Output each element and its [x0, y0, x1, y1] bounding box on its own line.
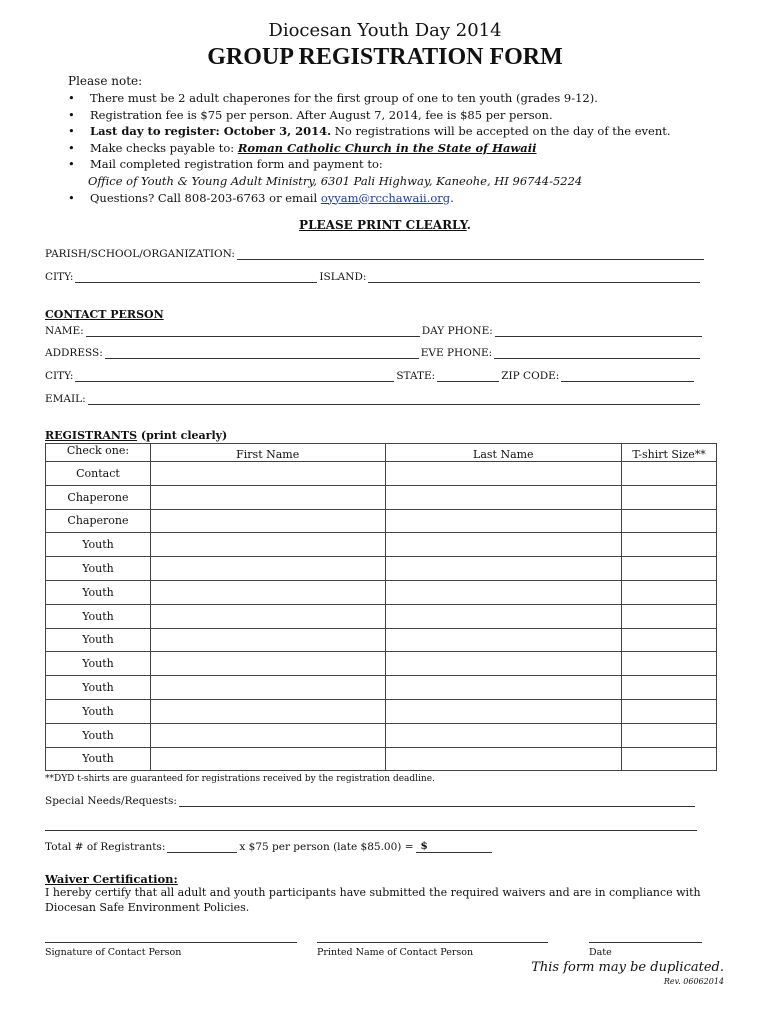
first-name-cell[interactable]	[150, 723, 385, 747]
row-role: Youth	[46, 699, 151, 723]
row-role: Youth	[46, 557, 151, 581]
org-city-label: CITY:	[45, 271, 74, 283]
special-needs-field-2[interactable]	[45, 820, 697, 831]
date-line[interactable]	[589, 942, 702, 958]
first-name-cell[interactable]	[150, 533, 385, 557]
special-needs-field[interactable]	[179, 796, 695, 807]
contact-email-label: EMAIL:	[45, 393, 86, 405]
last-name-cell[interactable]	[385, 509, 622, 533]
total-row	[45, 841, 494, 853]
signature-label: Signature of Contact Person	[45, 947, 182, 958]
registrants-header-row	[46, 444, 717, 462]
row-role: Youth	[46, 652, 151, 676]
note-deadline	[68, 123, 671, 140]
waiver-text: I hereby certify that all adult and youth participants have submitted the required waivers and are in compliance with Diocesan Safe Environment Policies.	[45, 886, 701, 914]
state-field[interactable]	[437, 371, 499, 382]
registrants-heading-note: (print clearly)	[137, 429, 228, 442]
org-city-field[interactable]	[75, 272, 317, 283]
first-name-cell[interactable]	[150, 676, 385, 700]
contact-city-label: CITY:	[45, 370, 74, 382]
total-amount-field[interactable]	[416, 842, 492, 853]
note-mail-address	[68, 173, 671, 190]
last-name-cell[interactable]	[385, 462, 622, 486]
tshirt-size-cell[interactable]	[622, 580, 717, 604]
contact-address-row	[45, 347, 702, 359]
tshirt-size-cell[interactable]	[622, 699, 717, 723]
note-fee-text: Registration fee is $75 per person. After August 7, 2014, fee is $85 per person.	[90, 107, 553, 122]
signature-line[interactable]	[45, 942, 297, 958]
row-role: Contact	[46, 462, 151, 486]
col-tshirt-size: T-shirt Size**	[622, 444, 717, 462]
row-role: Youth	[46, 580, 151, 604]
table-row	[46, 652, 717, 676]
row-role: Youth	[46, 604, 151, 628]
row-role: Chaperone	[46, 485, 151, 509]
table-row	[46, 580, 717, 604]
last-name-cell[interactable]	[385, 747, 622, 771]
first-name-cell[interactable]	[150, 652, 385, 676]
day-phone-label: DAY PHONE:	[421, 325, 493, 337]
row-role: Youth	[46, 533, 151, 557]
currency-symbol: $	[420, 840, 428, 852]
registrants-heading	[45, 429, 227, 442]
note-chaperones-text: There must be 2 adult chaperones for the first group of one to ten youth (grades 9-12).	[90, 91, 598, 105]
last-name-cell[interactable]	[385, 628, 622, 652]
contact-name-field[interactable]	[86, 326, 420, 337]
contact-email-field[interactable]	[88, 394, 700, 405]
tshirt-size-cell[interactable]	[622, 557, 717, 581]
contact-city-field[interactable]	[75, 371, 394, 382]
printed-name-line[interactable]	[317, 942, 548, 958]
table-row	[46, 723, 717, 747]
last-name-cell[interactable]	[385, 580, 622, 604]
email-link[interactable]: oyyam@rcchawaii.org	[320, 190, 451, 205]
col-last-name: Last Name	[385, 444, 622, 462]
table-row	[46, 628, 717, 652]
last-name-cell[interactable]	[385, 604, 622, 628]
first-name-cell[interactable]	[150, 462, 385, 486]
last-name-cell[interactable]	[385, 723, 622, 747]
tshirt-size-cell[interactable]	[622, 723, 717, 747]
col-check-one: Check one:	[46, 444, 151, 462]
contact-name-label: NAME:	[45, 325, 84, 337]
special-needs-label: Special Needs/Requests:	[45, 795, 177, 807]
eve-phone-field[interactable]	[494, 348, 700, 359]
last-name-cell[interactable]	[385, 652, 622, 676]
first-name-cell[interactable]	[150, 699, 385, 723]
note-mail	[68, 156, 671, 173]
tshirt-size-cell[interactable]	[622, 604, 717, 628]
waiver-heading: Waiver Certification:	[45, 872, 178, 886]
table-row	[46, 485, 717, 509]
note-questions-suffix: .	[450, 190, 454, 205]
form-title: GROUP REGISTRATION FORM	[207, 44, 563, 70]
note-checks-text: Make checks payable to:	[90, 140, 238, 155]
tshirt-size-cell[interactable]	[622, 509, 717, 533]
note-checks-payee: Roman Catholic Church in the State of Hawaii	[237, 140, 537, 155]
tshirt-size-cell[interactable]	[622, 628, 717, 652]
tshirt-footnote: **DYD t-shirts are guaranteed for registrations received by the registration deadline.	[45, 774, 435, 784]
first-name-cell[interactable]	[150, 580, 385, 604]
printed-name-label: Printed Name of Contact Person	[317, 947, 474, 958]
table-row	[46, 533, 717, 557]
zip-label: ZIP CODE:	[501, 370, 560, 382]
special-needs-row-2	[45, 820, 699, 831]
row-role: Youth	[46, 747, 151, 771]
first-name-cell[interactable]	[150, 557, 385, 581]
tshirt-size-cell[interactable]	[622, 652, 717, 676]
last-name-cell[interactable]	[385, 699, 622, 723]
contact-name-row	[45, 325, 704, 337]
notes-list	[68, 90, 671, 206]
last-name-cell[interactable]	[385, 676, 622, 700]
row-role: Youth	[46, 723, 151, 747]
state-label: STATE:	[396, 370, 436, 382]
first-name-cell[interactable]	[150, 509, 385, 533]
parish-label: PARISH/SCHOOL/ORGANIZATION:	[45, 248, 235, 260]
parish-field[interactable]	[237, 249, 704, 260]
registrants-heading-text: REGISTRANTS	[45, 429, 138, 442]
table-row	[46, 747, 717, 771]
tshirt-size-cell[interactable]	[622, 462, 717, 486]
island-field[interactable]	[368, 272, 700, 283]
table-row	[46, 557, 717, 581]
tshirt-size-cell[interactable]	[622, 747, 717, 771]
note-questions	[68, 190, 671, 207]
note-fee	[68, 107, 671, 124]
notes-heading: Please note:	[68, 74, 143, 88]
revision-number: Rev. 06062014	[663, 977, 724, 986]
special-needs-row	[45, 795, 697, 807]
last-name-cell[interactable]	[385, 557, 622, 581]
zip-field[interactable]	[561, 371, 694, 382]
note-questions-text: Questions? Call 808-203-6763 or email	[90, 190, 321, 205]
note-mail-text: Mail completed registration form and payment to:	[90, 157, 383, 172]
col-first-name: First Name	[150, 444, 385, 462]
row-role: Youth	[46, 628, 151, 652]
contact-heading	[45, 308, 164, 321]
org-city-row	[45, 271, 702, 283]
date-label: Date	[589, 947, 612, 958]
total-formula: x $75 per person (late $85.00) =	[239, 841, 414, 853]
first-name-cell[interactable]	[150, 485, 385, 509]
duplication-note: This form may be duplicated.	[531, 960, 724, 975]
table-row	[46, 462, 717, 486]
table-row	[46, 699, 717, 723]
eve-phone-label: EVE PHONE:	[420, 347, 493, 359]
note-checks	[68, 140, 671, 157]
mail-address-text: Office of Youth & Young Adult Ministry, 6301 Pali Highway, Kaneohe, HI 96744-5224	[88, 173, 583, 188]
first-name-cell[interactable]	[150, 628, 385, 652]
tshirt-size-cell[interactable]	[622, 676, 717, 700]
registrants-table	[45, 443, 717, 771]
table-row	[46, 604, 717, 628]
note-chaperones	[68, 90, 671, 107]
contact-heading-text: CONTACT PERSON	[45, 308, 164, 321]
note-deadline-text: No registrations will be accepted on the day of the event.	[331, 124, 671, 139]
table-row	[46, 509, 717, 533]
parish-row	[45, 248, 706, 260]
row-role: Chaperone	[46, 509, 151, 533]
first-name-cell[interactable]	[150, 747, 385, 771]
tshirt-size-cell[interactable]	[622, 533, 717, 557]
contact-city-row	[45, 370, 696, 382]
table-row	[46, 676, 717, 700]
row-role: Youth	[46, 676, 151, 700]
contact-address-field[interactable]	[105, 348, 419, 359]
contact-email-row	[45, 393, 702, 405]
last-name-cell[interactable]	[385, 485, 622, 509]
island-label: ISLAND:	[319, 271, 367, 283]
last-name-cell[interactable]	[385, 533, 622, 557]
print-clearly-heading: PLEASE PRINT CLEARLY.	[299, 218, 471, 232]
day-phone-field[interactable]	[495, 326, 702, 337]
event-title: Diocesan Youth Day 2014	[268, 20, 502, 41]
note-deadline-bold: Last day to register: October 3, 2014.	[90, 124, 332, 139]
first-name-cell[interactable]	[150, 604, 385, 628]
total-registrants-field[interactable]	[167, 842, 237, 853]
print-clearly-text: PLEASE PRINT CLEARLY	[299, 218, 467, 232]
contact-address-label: ADDRESS:	[45, 347, 103, 359]
total-label: Total # of Registrants:	[45, 841, 166, 853]
tshirt-size-cell[interactable]	[622, 485, 717, 509]
